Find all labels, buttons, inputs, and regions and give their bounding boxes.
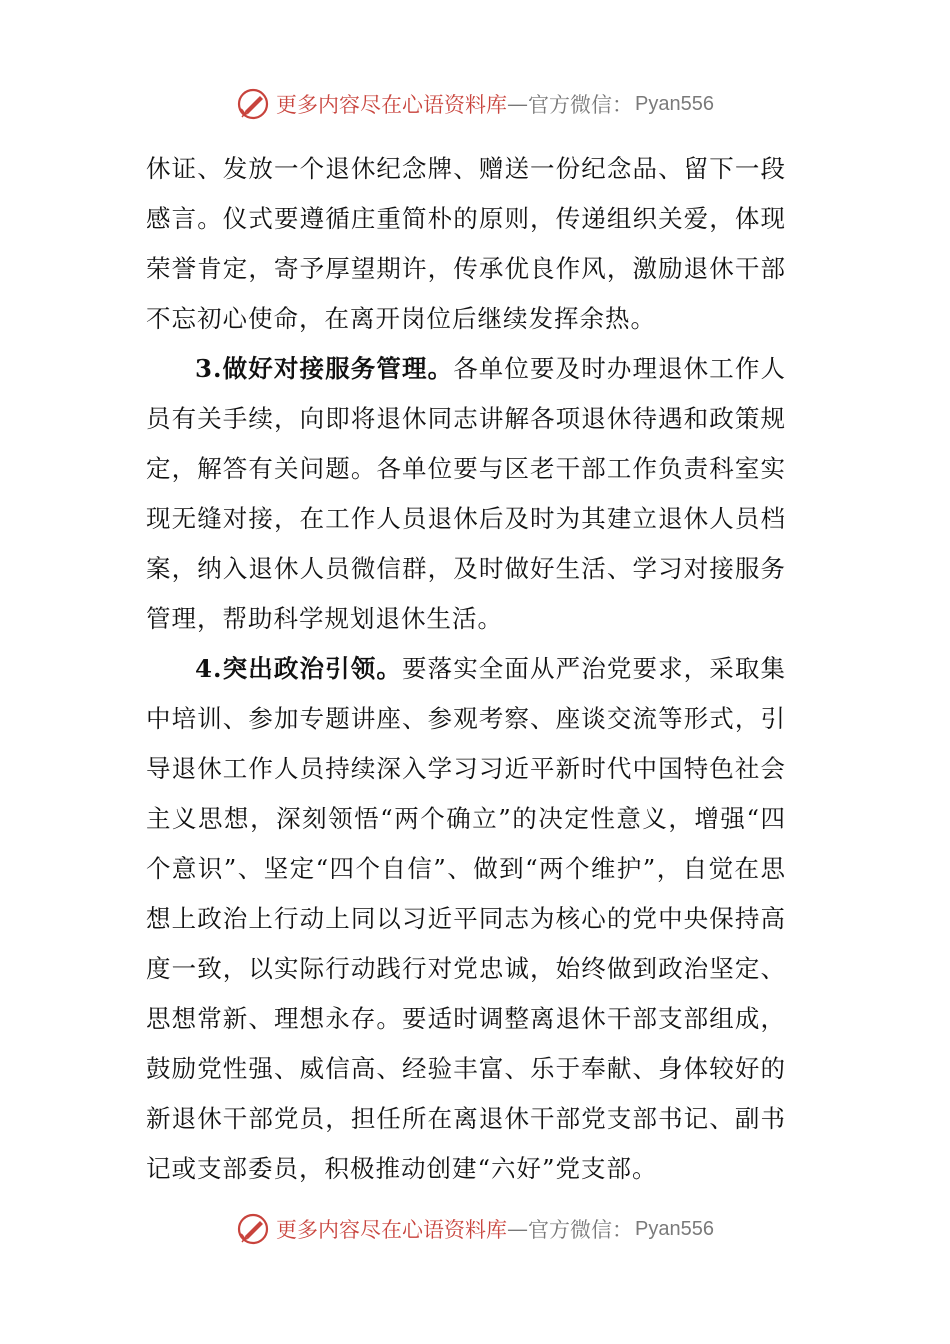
wechat-id: Pyan556	[635, 92, 714, 115]
pen-logo-icon	[236, 1212, 270, 1246]
document-body	[146, 144, 786, 1194]
item-3-heading: 3.做好对接服务管理。	[195, 354, 454, 383]
item-4-text: 要落实全面从严治党要求，采取集中培训、参加专题讲座、参观考察、座谈交流等形式，引导退休工作人员持续深入学习习近平新时代中国特色社会主义思想，深刻领悟“两个确立”的决定性意义，增强“四个意识”、坚定“四个自信”、做到“两个维护”，自觉在思想上政治上行动上同以习近平同志为核心的党中央保持高度一致，以实际行动践行对党忠诚，始终做到政治坚定、思想常新、理想永存。要适时调整离退休干部支部组成，鼓励党性强、威信高、经验丰富、乐于奉献、身体较好的新退休干部党员，担任所在离退休干部党支部书记、副书记或支部委员，积极推动创建“六好”党支部。	[146, 654, 787, 1183]
wechat-id: Pyan556	[635, 1217, 714, 1240]
paragraph-ceremony: 休证、发放一个退休纪念牌、赠送一份纪念品、留下一段感言。仪式要遵循庄重简朴的原则，传递组织关爱，体现荣誉肯定，寄予厚望期许，传承优良作风，激励退休干部不忘初心使命，在离开岗位后继续发挥余热。	[146, 154, 786, 333]
header-banner	[0, 84, 950, 124]
pen-logo-icon	[236, 87, 270, 121]
banner-dash: —	[507, 1217, 529, 1241]
wechat-label: 官方微信：	[528, 1218, 634, 1242]
wechat-label: 官方微信：	[528, 93, 634, 117]
banner-dash: —	[507, 92, 529, 116]
paragraph-item-4	[146, 644, 786, 1194]
item-3-text: 各单位要及时办理退休工作人员有关手续，向即将退休同志讲解各项退休待遇和政策规定，解答有关问题。各单位要与区老干部工作负责科室实现无缝对接，在工作人员退休后及时为其建立退休人员档案，纳入退休人员微信群，及时做好生活、学习对接服务管理，帮助科学规划退休生活。	[146, 354, 787, 633]
item-4-heading: 4.突出政治引领。	[195, 654, 402, 683]
paragraph-item-3	[146, 344, 786, 644]
site-name: 更多内容尽在心语资料库	[276, 93, 508, 117]
footer-banner	[0, 1209, 950, 1249]
site-name: 更多内容尽在心语资料库	[276, 1218, 508, 1242]
